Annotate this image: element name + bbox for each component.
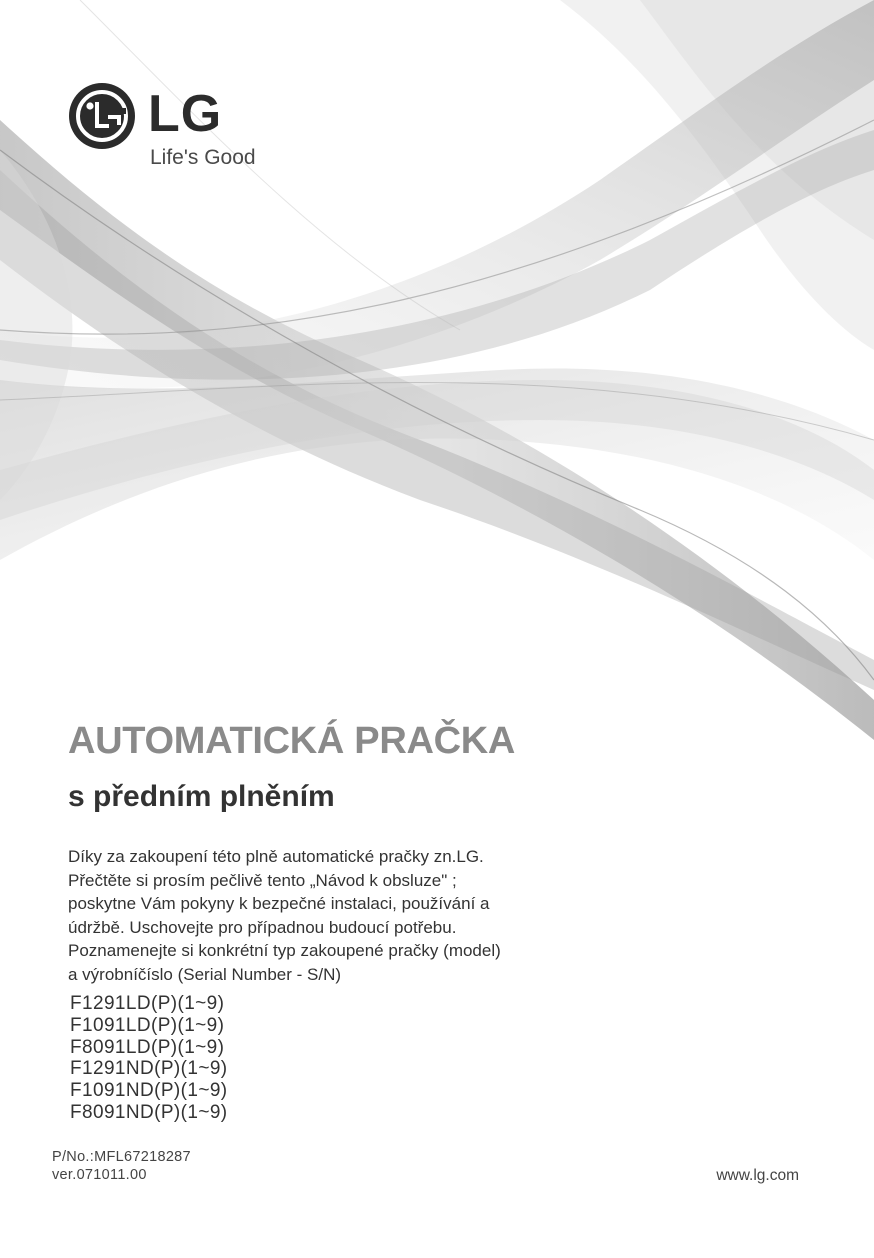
intro-line: poskytne Vám pokyny k bezpečné instalaci, používání a <box>68 894 490 914</box>
logo-wordmark: LG <box>148 85 223 143</box>
intro-paragraph <box>68 845 538 987</box>
document-title: AUTOMATICKÁ PRAČKA <box>68 720 516 762</box>
model-item: F1291LD(P)(1~9) <box>70 993 225 1014</box>
version-number: ver.071011.00 <box>52 1167 147 1183</box>
lg-logo <box>68 82 268 172</box>
document-subtitle: s předním plněním <box>68 780 335 813</box>
part-number: P/No.:MFL67218287 <box>52 1149 191 1165</box>
part-info <box>52 1148 191 1184</box>
logo-tagline: Life's Good <box>150 146 256 169</box>
intro-line: a výrobníčíslo (Serial Number - S/N) <box>68 964 342 984</box>
intro-line: údržbě. Uschovejte pro případnou budoucí potřebu. <box>68 917 457 937</box>
model-item: F1091LD(P)(1~9) <box>70 1014 225 1036</box>
intro-line: Poznamenejte si konkrétní typ zakoupené pračky (model) <box>68 941 501 961</box>
model-item: F1291ND(P)(1~9) <box>70 1058 228 1080</box>
website-url: www.lg.com <box>716 1167 799 1184</box>
model-item: F1091ND(P)(1~9) <box>70 1080 228 1102</box>
model-item: F8091ND(P)(1~9) <box>70 1101 228 1123</box>
intro-line: Přečtěte si prosím pečlivě tento „Návod k obsluze" ; <box>68 870 457 890</box>
model-item: F8091LD(P)(1~9) <box>70 1036 225 1058</box>
intro-line: Díky za zakoupení této plně automatické pračky zn.LG. <box>68 847 484 866</box>
lg-face-logo-icon <box>68 82 136 150</box>
model-list <box>70 993 228 1124</box>
